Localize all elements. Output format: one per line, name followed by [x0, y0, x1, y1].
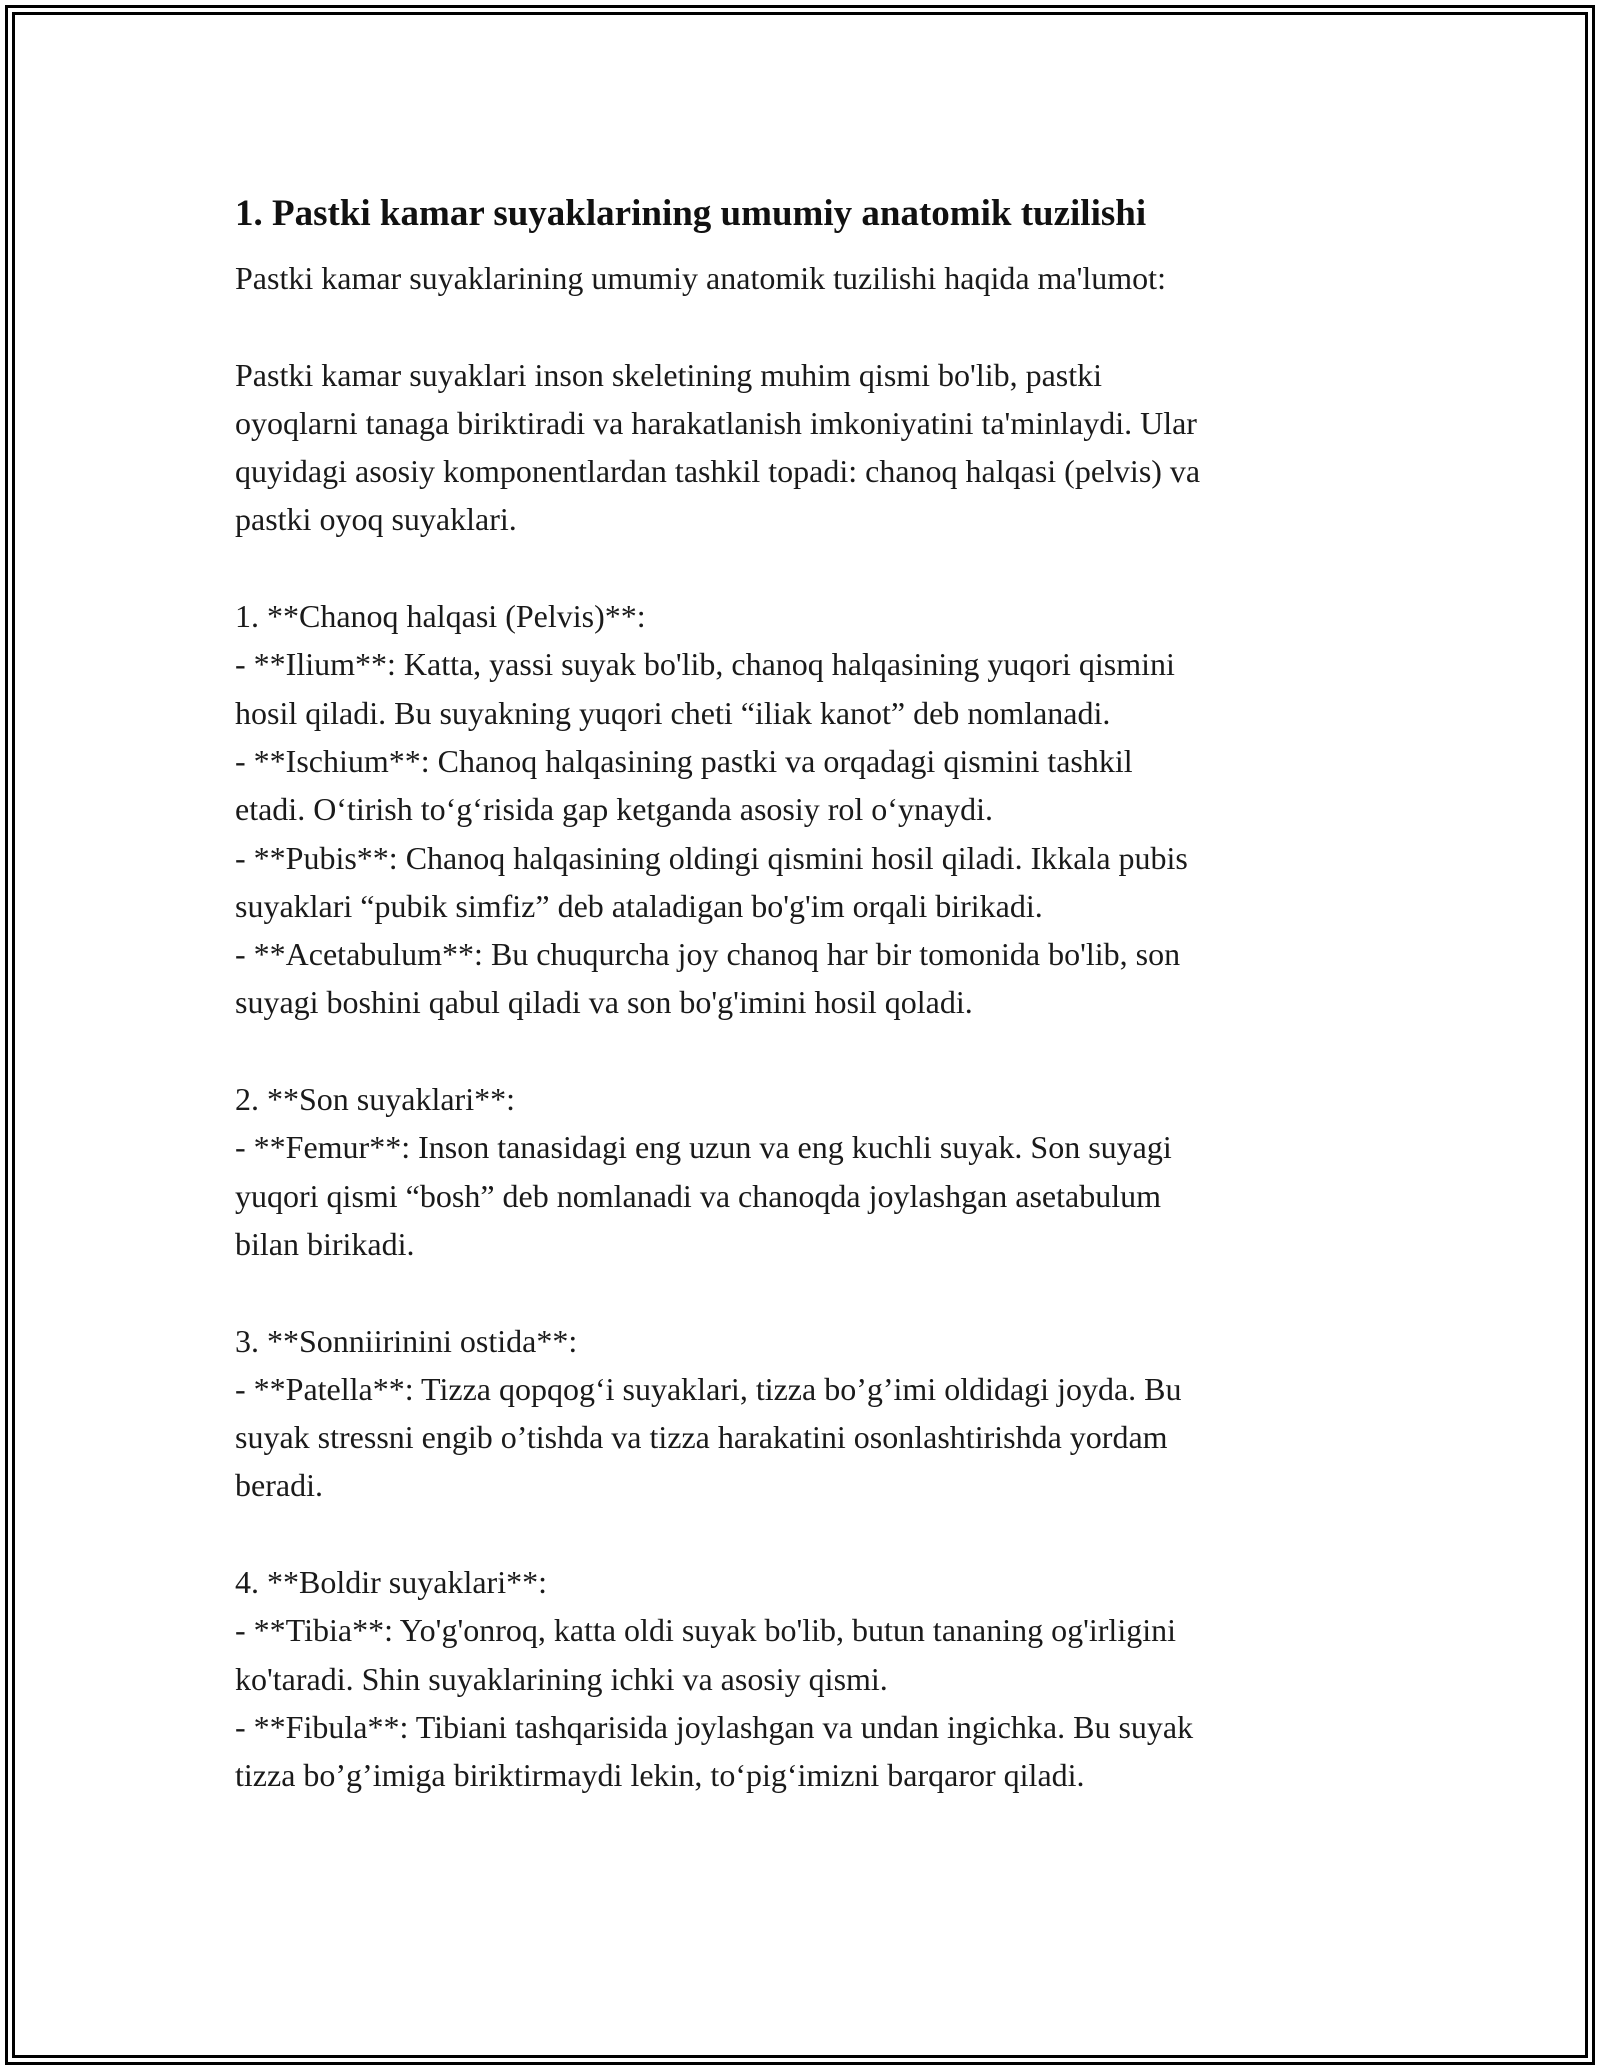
intro-paragraph: Pastki kamar suyaklarining umumiy anatomik tuzilishi haqida ma'lumot:: [235, 260, 1166, 296]
section-thigh-bones: 2. **Son suyaklari**: - **Femur**: Inson tanasidagi eng uzun va eng kuchli suyak. Son suyagi yuqori qismi “bosh” deb nomlanadi va chanoqda joylashgan asetabulum bilan birikadi.: [235, 1081, 1172, 1262]
document-body: [235, 186, 1375, 1800]
section-pelvis: 1. **Chanoq halqasi (Pelvis)**: - **Ilium**: Katta, yassi suyak bo'lib, chanoq halqasining yuqori qismini hosil qiladi. Bu suyakning yuqori cheti “iliak kanot” deb nomlanadi. - **Ischium**: Chanoq halqasining pastki va orqadagi qismini tashkil etadi. O‘tirish to‘g‘risida gap ketganda asosiy rol o‘ynaydi. - **Pubis**: Chanoq halqasining oldingi qismini hosil qiladi. Ikkala pubis suyaklari “pubik simfiz” deb ataladigan bo'g'im orqali birikadi. - **Acetabulum**: Bu chuqurcha joy chanoq har bir tomonida bo'lib, son suyagi boshini qabul qiladi va son bo'g'imini hosil qoladi.: [235, 598, 1188, 1021]
section-leg-bones: 4. **Boldir suyaklari**: - **Tibia**: Yo'g'onroq, katta oldi suyak bo'lib, butun tananing og'irligini ko'taradi. Shin suyaklarining ichki va asosiy qismi. - **Fibula**: Tibiani tashqarisida joylashgan va undan ingichka. Bu suyak tizza bo’g’imiga biriktirmaydi lekin, to‘pig‘imizni barqaror qiladi.: [235, 1564, 1194, 1794]
section-patella: 3. **Sonniirinini ostida**: - **Patella**: Tizza qopqog‘i suyaklari, tizza bo’g’imi oldidagi joyda. Bu suyak stressni engib o’tishda va tizza harakatini osonlashtirishda yordam beradi.: [235, 1322, 1182, 1504]
document-title: 1. Pastki kamar suyaklarining umumiy anatomik tuzilishi: [235, 193, 1147, 234]
overview-paragraph: Pastki kamar suyaklari inson skeletining muhim qismi bo'lib, pastki oyoqlarni tanaga biriktiradi va harakatlanish imkoniyatini ta'minlaydi. Ular quyidagi asosiy komponentlardan tashkil topadi: chanoq halqasi (pelvis) va pastki oyoq suyaklari.: [235, 356, 1201, 538]
